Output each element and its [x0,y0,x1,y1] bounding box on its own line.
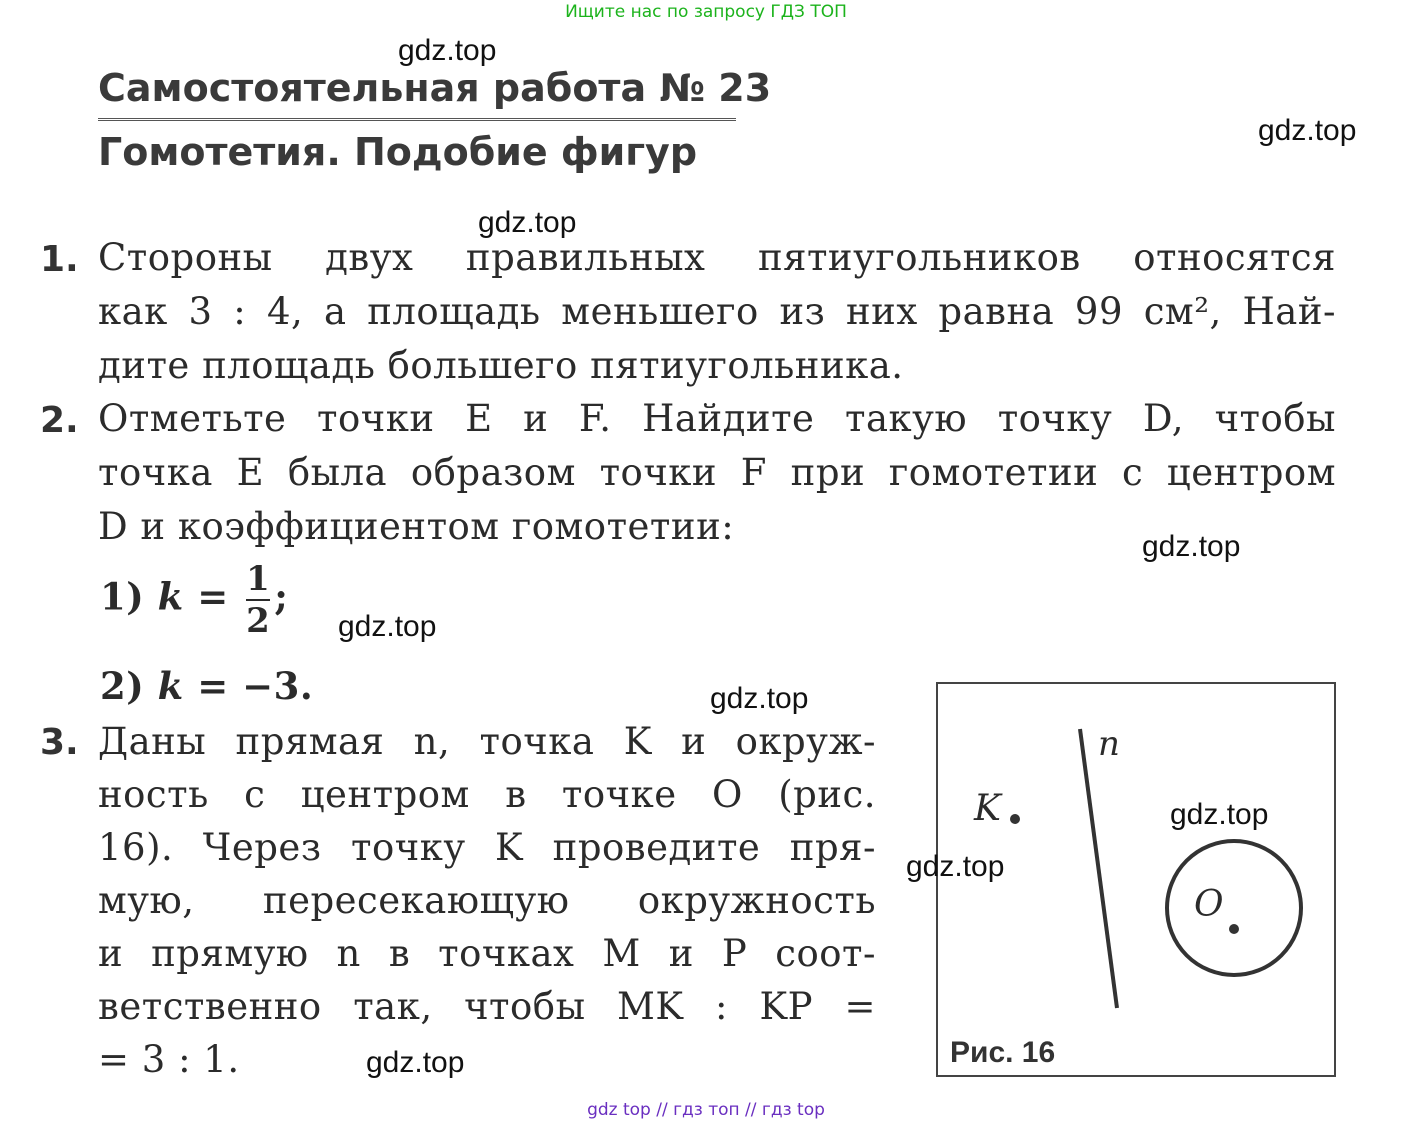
problem-2-number: 2. [40,400,79,441]
fraction-numerator: 1 [246,559,271,599]
item-1-label: 1) [100,574,145,619]
watermark: gdz.top [366,1046,465,1079]
problem-1-number: 1. [40,239,79,280]
problem-1-line-2: как 3 : 4, а площадь меньшего из них равна 99 см², Най- [98,290,1336,333]
fraction-one-half [246,559,271,641]
page-title: Самостоятельная работа № 23 [98,66,772,110]
item-1-end: ; [274,574,289,619]
label-o: O [1194,884,1224,925]
problem-3-line-2: ность с центром в точке O (рис. [98,773,876,816]
problem-3-line-5: и прямую n в точках M и P соот- [98,932,876,975]
watermark: gdz.top [906,850,1005,883]
title-divider [98,118,736,121]
watermark: gdz.top [710,682,809,715]
item-2-eq: = −3. [197,664,314,708]
problem-2-line-2: точка E была образом точки F при гомотетии с центром [98,451,1336,494]
item-1-eq: = [197,574,229,619]
line-n [1080,729,1117,1008]
circle-o [1167,841,1301,975]
label-n: n [1098,724,1120,764]
top-banner: Ищите нас по запросу ГДЗ ТОП [565,2,847,22]
watermark: gdz.top [338,610,437,643]
page-subtitle: Гомотетия. Подобие фигур [98,130,698,174]
problem-3-number: 3. [40,722,79,763]
item-2-k: k [157,664,184,708]
figure-caption: Рис. 16 [950,1036,1056,1069]
bottom-banner: gdz top // гдз топ // гдз top [587,1100,825,1120]
problem-1-line-3: дите площадь большего пятиугольника. [98,344,904,387]
item-2-label: 2) [100,664,145,708]
problem-3-line-7: = 3 : 1. [98,1038,240,1081]
fraction-denominator: 2 [246,601,271,641]
problem-2-line-1: Отметьте точки E и F. Найдите такую точку D, чтобы [98,397,1336,440]
problem-3-line-3: 16). Через точку K проведите пря- [98,826,876,869]
problem-1-line-1: Стороны двух правильных пятиугольников относятся [98,236,1336,279]
watermark: gdz.top [478,206,577,239]
problem-2-item-1 [100,559,289,641]
problem-2-line-3: D и коэффициентом гомотетии: [98,505,735,548]
watermark: gdz.top [1258,114,1357,147]
point-k [1010,814,1020,824]
center-o-point [1229,924,1239,934]
problem-3-line-6: ветственно так, чтобы MK : KP = [98,985,876,1028]
watermark: gdz.top [1142,530,1241,563]
problem-3-line-1: Даны прямая n, точка K и окруж- [98,720,876,763]
label-k: K [974,788,1001,829]
problem-2-item-2 [100,664,313,708]
problem-3-line-4: мую, пересекающую окружность [98,879,876,922]
item-1-k: k [157,574,184,619]
watermark: gdz.top [398,34,497,67]
watermark: gdz.top [1170,798,1269,831]
